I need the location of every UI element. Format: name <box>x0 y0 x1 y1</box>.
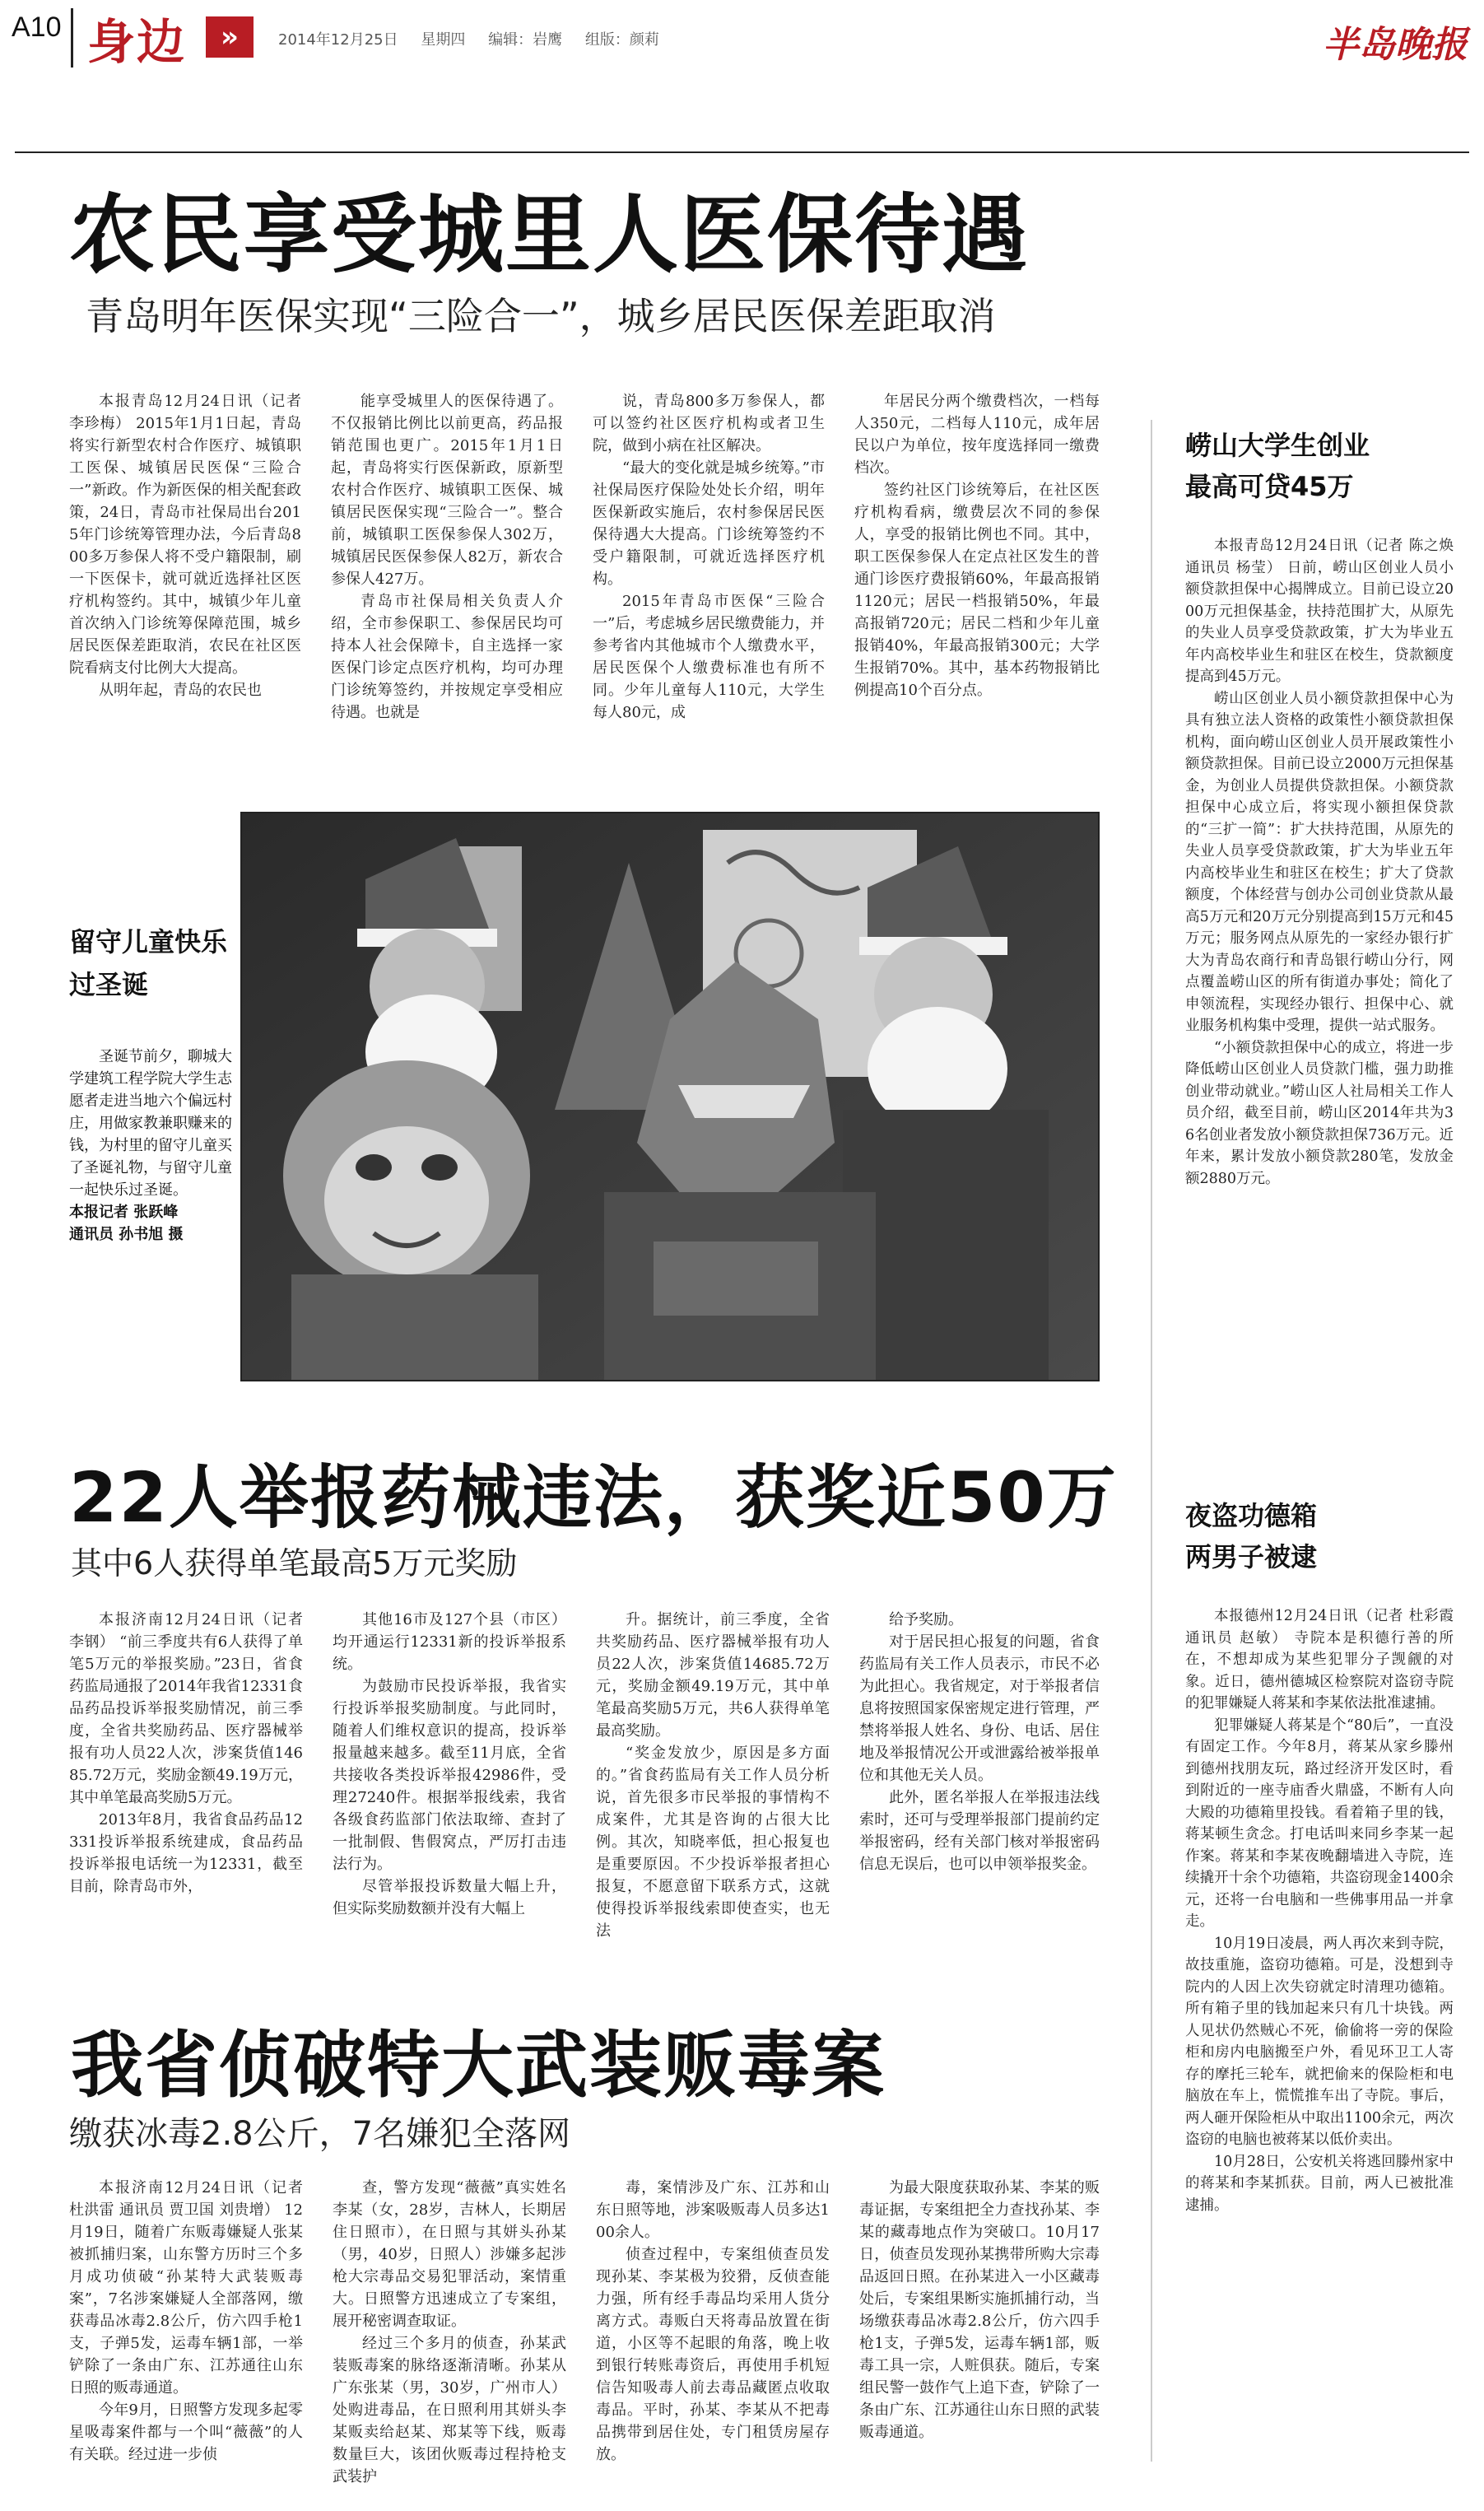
sidebar1-headline-line2: 最高可贷45万 <box>1185 471 1354 502</box>
photo-credit-correspondent: 通讯员 孙书旭 摄 <box>69 1226 184 1243</box>
issue-editor: 编辑：岩鹰 <box>488 31 563 49</box>
paragraph: 本报济南12月24日讯（记者 李钢） “前三季度共有6人获得了单笔5万元的举报奖励。”23日，省食药监局通报了2014年我省12331食品药品投诉举报奖励情况，前三季度，全省共奖励药品、医疗器械举报有功人员22人次，涉案货值14685.72万元，奖励金额49.19万元，其中单笔最高奖励5万元。 <box>69 1611 303 1806</box>
photo-caption-title: 留守儿童快乐过圣诞 <box>69 926 228 1000</box>
photo-credit-reporter: 本报记者 张跃峰 <box>69 1204 179 1221</box>
story2-headline: 22人举报药械违法，获奖近50万 <box>69 1457 1118 1538</box>
story1-column-2 <box>331 390 563 777</box>
sidebar1-headline <box>1185 425 1457 507</box>
story2-column-4 <box>859 1609 1100 1991</box>
paragraph: 能享受城里人的医保待遇了。不仅报销比例比以前更高，药品报销范围也更广。2015年1月1日起，青岛将实行医保新政，原新型农村合作医疗、城镇职工医保、城镇居民医保实现“三险合一”。整合前，城镇职工医保参保人302万，城镇居民医保参保人82万，新农合参保人427万。 <box>331 393 563 588</box>
sidebar2-headline <box>1185 1495 1457 1577</box>
paragraph: 尽管举报投诉数量大幅上升，但实际奖励数额并没有大幅上 <box>333 1878 566 1917</box>
paragraph: 为最大限度获取孙某、李某的贩毒证据，专案组把全力查找孙某、李某的藏毒地点作为突破口。10月17日，侦查员发现孙某携带所购大宗毒品返回日照。在孙某进入一小区藏毒处后，专案组果断实施抓捕行动，当场缴获毒品冰毒2.8公斤，仿六四手枪1支，子弹5发，运毒车辆1部，贩毒工具一宗，人赃俱获。随后，专案组民警一鼓作气上追下查，铲除了一条由广东、江苏通往山东日照的武装贩毒通道。 <box>859 2179 1100 2441</box>
story3-column-2 <box>333 2177 566 2503</box>
section-title: 身边 <box>87 14 187 70</box>
page-number: A10 <box>12 12 62 43</box>
story2-subhead: 其中6人获得单笔最高5万元奖励 <box>71 1545 518 1582</box>
photo-caption-body <box>69 1046 232 1246</box>
issue-date: 2014年12月25日 <box>278 31 398 49</box>
paragraph: “奖金发放少，原因是多方面的。”省食药监局有关工作人员分析说，首先很多市民举报的事情构不成案件，尤其是咨询的占很大比例。其次，知晓率低，担心报复也是重要原因。不少投诉举报者担心报复，不愿意留下联系方式，这就使得投诉举报线索即使查实，也无法 <box>596 1745 830 1940</box>
sidebar1-headline-line1: 崂山大学生创业 <box>1185 430 1370 461</box>
photo-illustration <box>242 813 1098 1380</box>
paragraph: 今年9月，日照警方发现多起零星吸毒案件都与一个叫“薇薇”的人有关联。经过进一步侦 <box>69 2402 303 2463</box>
paragraph: 本报德州12月24日讯（记者 杜彩霞 通讯员 赵敏） 寺院本是积德行善的所在，不想却成为某些犯罪分子觊觎的对象。近日，德州德城区检察院对盗窃寺院的犯罪嫌疑人蒋某和李某依法批准逮捕。 <box>1185 1608 1454 1712</box>
paragraph: 升。据统计，前三季度，全省共奖励药品、医疗器械举报有功人员22人次，涉案货值14685.72万元，奖励金额49.19万元，其中单笔最高奖励5万元，共6人获得单笔最高奖励。 <box>596 1611 830 1740</box>
newspaper-logo: 半岛晚报 <box>1323 24 1468 66</box>
paragraph: 给予奖励。 <box>889 1611 963 1628</box>
sidebar1-body <box>1185 535 1454 1433</box>
paragraph: 说，青岛800多万参保人，都可以签约社区医疗机构或者卫生院，做到小病在社区解决。 <box>593 393 825 454</box>
sidebar2-headline-line2: 两男子被逮 <box>1185 1541 1318 1572</box>
chevron-right-icon: » <box>206 16 254 58</box>
paragraph: 青岛市社保局相关负责人介绍，全市参保职工、参保居民均可持本人社会保障卡，自主选择一家医保门诊定点医疗机构，均可办理门诊统筹签约，并按规定享受相应待遇。也就是 <box>331 593 563 721</box>
issue-layout: 组版：颜莉 <box>584 31 659 49</box>
paragraph: 崂山区创业人员小额贷款担保中心为具有独立法人资格的政策性小额贷款担保机构，面向崂山区创业人员开展政策性小额贷款担保。目前已设立2000万元担保基金，为创业人员提供贷款担保。小额贷款担保中心成立后，将实现小额担保贷款的“三扩一简”：扩大扶持范围，从原先的失业人员享受贷款政策，扩大为毕业五年内高校毕业生和驻区在校生；扩大了贷款额度，个体经营与创办公司创业贷款从最高5万元和20万元分别提高到15万元和45万元；服务网点从原先的一家经办银行扩大为青岛农商行和青岛银行崂山分行，网点覆盖崂山区的所有街道办事处；简化了申领流程，实现经办银行、担保中心、就业服务机构集中受理，提供一站式服务。 <box>1185 690 1454 1034</box>
story3-column-4 <box>859 2177 1100 2503</box>
sidebar2-headline-line1: 夜盗功德箱 <box>1185 1500 1318 1531</box>
paragraph: 年居民分两个缴费档次，一档每人350元，二档每人110元，成年居民以户为单位，按年度选择同一缴费档次。 <box>854 393 1100 477</box>
sidebar-divider <box>1151 420 1152 2462</box>
paragraph: 签约社区门诊统筹后，在社区医疗机构看病，缴费层次不同的参保人，享受的报销比例也不同。其中，职工医保参保人在定点社区发生的普通门诊医疗费报销60%，年最高报销1120元；居民一档报销50%，年最高报销720元；居民二档和少年儿童报销40%，年最高报销300元；大学生报销70%。其中，基本药物报销比例提高10个百分点。 <box>854 482 1100 699</box>
story3-column-3 <box>596 2177 830 2503</box>
paragraph: 此外，匿名举报人在举报违法线索时，还可与受理举报部门提前约定举报密码，经有关部门核对举报密码信息无误后，也可以申领举报奖金。 <box>859 1789 1100 1873</box>
photo-caption-text: 圣诞节前夕，聊城大学建筑工程学院大学生志愿者走进当地六个偏远村庄，用做家教兼职赚来的钱，为村里的留守儿童买了圣诞礼物，与留守儿童一起快乐过圣诞。 <box>69 1048 232 1199</box>
paragraph: 犯罪嫌疑人蒋某是个“80后”，一直没有固定工作。今年8月，蒋某从家乡滕州到德州找朋友玩，路过经济开发区时，看到附近的一座寺庙香火鼎盛，不断有人向大殿的功德箱里投钱。看着箱子里的钱，蒋某顿生贪念。打电话叫来同乡李某一起作案。蒋某和李某夜晚翻墙进入寺院，连续撬开十余个功德箱，共盗窃现金1400余元，还将一台电脑和一些佛事用品一并拿走。 <box>1185 1717 1454 1930</box>
story1-headline: 农民享受城里人医保待遇 <box>69 184 1030 285</box>
story2-column-2 <box>333 1609 566 1991</box>
story1-column-3 <box>593 390 825 777</box>
christmas-children-photo <box>240 812 1100 1381</box>
paragraph: 侦查过程中，专案组侦查员发现孙某、李某极为狡猾，反侦查能力强，所有经手毒品均采用人货分离方式。毒贩白天将毒品放置在街道，小区等不起眼的角落，晚上收到银行转账毒资后，再使用手机短信告知吸毒人前去毒品藏匿点收取毒品。平时，孙某、李某从不把毒品携带到居住处，专门租赁房屋存放。 <box>596 2246 830 2463</box>
paragraph: 本报济南12月24日讯（记者 杜洪雷 通讯员 贾卫国 刘贵增） 12月19日，随着广东贩毒嫌疑人张某被抓捕归案，山东警方历时三个多月成功侦破“孙某特大武装贩毒案”，7名涉案嫌疑人全部落网，缴获毒品冰毒2.8公斤，仿六四手枪1支，子弹5发，运毒车辆1部，一举铲除了一条由广东、江苏通往山东日照的贩毒通道。 <box>69 2179 303 2397</box>
paragraph: 本报青岛12月24日讯（记者 李珍梅） 2015年1月1日起，青岛将实行新型农村合作医疗、城镇职工医保、城镇居民医保“三险合一”新政。作为新医保的相关配套政策，24日，青岛市社保局出台2015年门诊统筹管理办法，今后青岛800多万参保人将不受户籍限制，刷一下医保卡，就可就近选择社区医疗机构签约。其中，城镇少年儿童首次纳入门诊统筹保障范围，城乡居民医保差距取消，农民在社区医院看病支付比例大大提高。 <box>69 393 301 677</box>
paragraph: 查，警方发现“薇薇”真实姓名李某（女，28岁，吉林人，长期居住日照市），在日照与其姘头孙某（男，40岁，日照人）涉嫌多起涉枪大宗毒品交易犯罪活动，案情重大。日照警方迅速成立了专案组，展开秘密调查取证。 <box>333 2179 566 2330</box>
paragraph: 本报青岛12月24日讯（记者 陈之焕 通讯员 杨莹） 日前，崂山区创业人员小额贷款担保中心揭牌成立。目前已设立2000万元担保基金，扶持范围扩大，从原先的失业人员享受贷款政策，扩大为毕业五年内高校毕业生和驻区在校生，贷款额度提高到45万元。 <box>1185 538 1454 685</box>
issue-weekday: 星期四 <box>421 31 466 49</box>
story2-column-1 <box>69 1609 303 1991</box>
paragraph: 2015年青岛市医保“三险合一”后，考虑城乡居民缴费能力，并参考省内其他城市个人缴费水平，居民医保个人缴费标准也有所不同。少年儿童每人110元，大学生每人80元，成 <box>593 593 825 721</box>
story1-column-4 <box>854 390 1100 777</box>
story3-subhead: 缴获冰毒2.8公斤，7名嫌犯全落网 <box>69 2115 571 2153</box>
story1-subhead: 青岛明年医保实现“三险合一”，城乡居民医保差距取消 <box>86 294 996 338</box>
paragraph: “最大的变化就是城乡统筹。”市社保局医疗保险处处长介绍，明年医保新政实施后，农村参保居民医保待遇大大提高。门诊统筹签约不受户籍限制，可就近选择医疗机构。 <box>593 459 825 588</box>
paragraph: 从明年起，青岛的农民也 <box>99 682 262 699</box>
paragraph: 毒，案情涉及广东、江苏和山东日照等地，涉案吸贩毒人员多达100余人。 <box>596 2179 830 2241</box>
sidebar2-body <box>1185 1605 1454 2503</box>
paragraph: 10月28日，公安机关将逃回滕州家中的蒋某和李某抓获。目前，两人已被批准逮捕。 <box>1185 2153 1454 2214</box>
story3-column-1 <box>69 2177 303 2503</box>
story2-column-3 <box>596 1609 830 1991</box>
story3-headline: 我省侦破特大武装贩毒案 <box>71 2023 886 2108</box>
header-rule <box>15 151 1469 153</box>
story1-column-1 <box>69 390 301 777</box>
paragraph: “小额贷款担保中心的成立，将进一步降低崂山区创业人员贷款门槛，强力助推创业带动就业。”崂山区人社局相关工作人员介绍，截至目前，崂山区2014年共为36名创业者发放小额贷款担保736万元。近年来，累计发放小额贷款280笔，发放金额2880万元。 <box>1185 1039 1454 1187</box>
paragraph: 2013年8月，我省食品药品12331投诉举报系统建成，食品药品投诉举报电话统一为12331，截至目前，除青岛市外， <box>69 1811 303 1895</box>
paragraph: 其他16市及127个县（市区）均开通运行12331新的投诉举报系统。 <box>333 1611 566 1673</box>
paragraph: 10月19日凌晨，两人再次来到寺院，故技重施，盗窃功德箱。可是，没想到寺院内的人因上次失窃就定时清理功德箱。所有箱子里的钱加起来只有几十块钱。两人见状仍然贼心不死，偷偷将一旁的保险柜和房内电脑搬至户外，看见环卫工人寄存的摩托三轮车，就把偷来的保险柜和电脑放在车上，慌慌推车出了寺院。事后，两人砸开保险柜从中取出1100余元，两次盗窃的电脑也被蒋某以低价卖出。 <box>1185 1935 1454 2148</box>
paragraph: 经过三个多月的侦查，孙某武装贩毒案的脉络逐渐清晰。孙某从广东张某（男，30岁，广州市人）处购进毒品，在日照利用其姘头李某贩卖给赵某、郑某等下线，贩毒数量巨大，该团伙贩毒过程持枪支武装护 <box>333 2335 566 2485</box>
paragraph: 对于居民担心报复的问题，省食药监局有关工作人员表示，市民不必为此担心。我省规定，对于举报者信息将按照国家保密规定进行管理，严禁将举报人姓名、身份、电话、居住地及举报情况公开或泄露给被举报单位和其他无关人员。 <box>859 1633 1100 1784</box>
paragraph: 为鼓励市民投诉举报，我省实行投诉举报奖励制度。与此同时，随着人们维权意识的提高，投诉举报量越来越多。截至11月底，全省共接收各类投诉举报42986件，受理27240件。根据举报线索，我省各级食药监部门依法取缔、查封了一批制假、售假窝点，严厉打击违法行为。 <box>333 1678 566 1873</box>
